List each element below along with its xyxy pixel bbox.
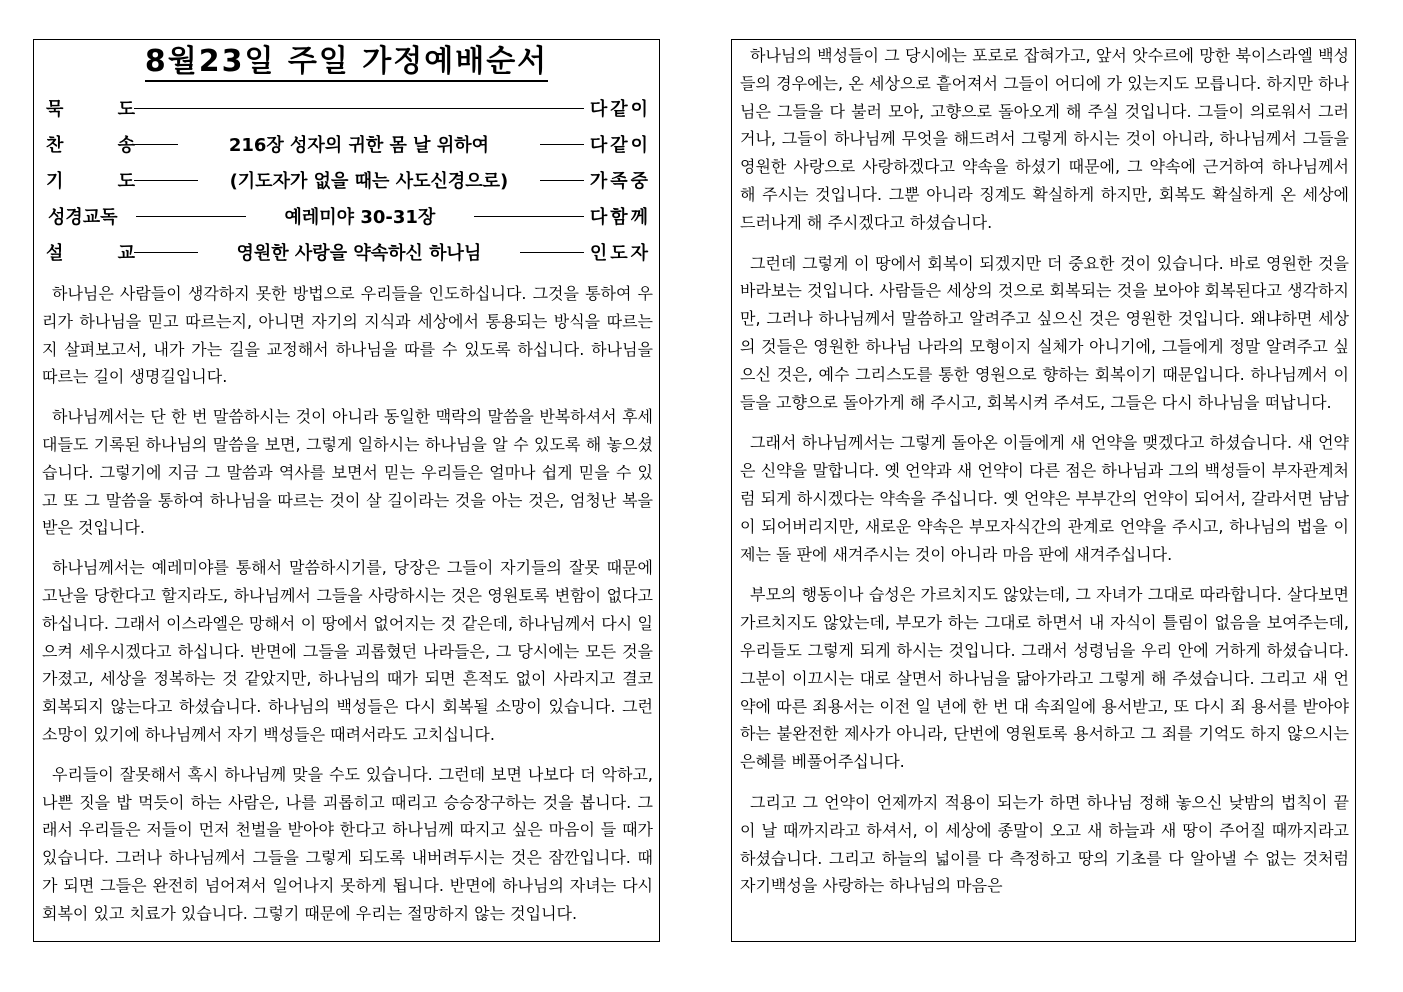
order-title: (기도자가 없을 때는 사도신경으로) — [229, 171, 509, 192]
paragraph: 부모의 행동이나 습성은 가르치지도 않았는데, 그 자녀가 그대로 따라합니다. 살다보면 가르치지도 않았는데, 부모가 하는 그대로 하면서 내 자식이 틀림이 없음을 보여주는데, 우리들도 그렇게 되게 하시는 것입니다. 그래서 성령님을 우리 안에 거하게 하셨습니다. 그분이 이끄시는 대로 살면서 하나님을 닮아가라고 그렇게 해 주셨습니다. 그리고 새 언약에 따른 죄용서는 이전 일 년에 한 번 대 속죄일에 용서받고, 또 다시 죄 용서를 받아야 하는 불완전한 제사가 아니라, 단번에 영원토록 용서하고 그 죄를 기억도 하지 않으시는 은혜를 베풀어주십니다. — [740, 585, 1349, 772]
leader-line — [474, 216, 584, 217]
paragraph: 하나님께서는 예레미야를 통해서 말씀하시기를, 당장은 그들이 자기들의 잘못 때문에 고난을 당한다고 할지라도, 하나님께서 그들을 사랑하시는 것은 영원토록 변함이 없다고 하십니다. 그래서 이스라엘은 망해서 이 땅에서 없어지는 것 같은데, 하나님께서 다시 일으켜 세우시겠다고 하십니다. 반면에 그들을 괴롭혔던 나라들은, 그 당시에는 모든 것을 가졌고, 세상을 정복하는 것 같았지만, 하나님의 때가 되면 흔적도 없이 사라지고 결코 회복되지 않는다고 하셨습니다. 하나님의 백성들은 다시 회복될 소망이 있습니다. 그런 소망이 있기에 하나님께서 자기 백성들은 때려서라도 고치십니다. — [42, 558, 653, 744]
order-row-silent-prayer — [42, 90, 651, 126]
order-label: 설 교 — [46, 243, 160, 264]
leader-line — [540, 144, 584, 145]
paragraph: 우리들이 잘못해서 혹시 하나님께 맞을 수도 있습니다. 그런데 보면 나보다 더 악하고, 나쁜 짓을 밥 먹듯이 하는 사람은, 나를 괴롭히고 때리고 승승장구하는 것을 봅니다. 그래서 우리들은 저들이 먼저 천벌을 받아야 한다고 하나님께 따지고 싶은 마음이 들 때가 있습니다. 그러나 하나님께서 그들을 그렇게 되도록 내버려두시는 것은 잠깐입니다. 때가 되면 그들은 완전히 넘어져서 일어나지 못하게 됩니다. 반면에 하나님의 자녀는 다시 회복이 있고 치료가 있습니다. 그렇기 때문에 우리는 절망하지 않는 것입니다. — [42, 764, 653, 923]
paragraph: 그래서 하나님께서는 그렇게 돌아온 이들에게 새 언약을 맺겠다고 하셨습니다. 새 언약은 신약을 말합니다. 옛 언약과 새 언약이 다른 점은 하나님과 그의 백성들이 부자관계처럼 되게 하시겠다는 약속을 주십니다. 옛 언약은 부부간의 언약이 되어서, 갈라서면 남남이 되어버리지만, 새로운 약속은 부모자식간의 관계로 언약을 주시고, 하나님의 법을 이제는 돌 판에 새겨주시는 것이 아니라 마음 판에 새겨주십니다. — [740, 433, 1349, 564]
paragraph: 그리고 그 언약이 언제까지 적용이 되는가 하면 하나님 정해 놓으신 낮밤의 법칙이 끝이 날 때까지라고 하셔서, 이 세상에 종말이 오고 새 하늘과 새 땅이 주어질 때까지라고 하셨습니다. 그리고 하늘의 넓이를 다 측정하고 땅의 기초를 다 알아낼 수 없는 것처럼 자기백성을 사랑하는 하나님의 마음은 — [740, 792, 1349, 896]
worship-order — [42, 90, 651, 270]
leader-line — [136, 216, 246, 217]
order-title: 영원한 사랑을 약속하신 하나님 — [236, 243, 482, 264]
order-row-hymn — [42, 126, 651, 162]
order-label: 묵 도 — [46, 99, 160, 120]
order-row-sermon — [42, 234, 651, 270]
order-title: 예레미야 30-31장 — [284, 207, 436, 228]
leader-line — [134, 144, 178, 145]
leader-line — [134, 180, 198, 181]
leader-line — [134, 108, 584, 109]
paragraph: 하나님께서는 단 한 번 말씀하시는 것이 아니라 동일한 맥락의 말씀을 반복하셔서 후세대들도 기록된 하나님의 말씀을 보면, 그렇게 일하시는 하나님을 알 수 있도록 해 놓으셨습니다. 그렇기에 지금 그 말씀과 역사를 보면서 믿는 우리들은 얼마나 쉽게 믿을 수 있고 또 그 말씀을 통하여 하나님을 따르는 것이 살 길이라는 것을 아는 것은, 엄청난 복을 받은 것입니다. — [42, 407, 653, 538]
order-label: 성경교독 — [48, 207, 118, 228]
left-page — [33, 39, 660, 942]
order-title: 216장 성자의 귀한 몸 날 위하여 — [228, 135, 489, 156]
order-participant: 다같이 — [589, 99, 651, 120]
order-row-scripture — [42, 198, 651, 234]
order-participant: 다같이 — [589, 135, 651, 156]
sermon-text-left — [42, 280, 653, 928]
paragraph: 하나님의 백성들이 그 당시에는 포로로 잡혀가고, 앞서 앗수르에 망한 북이스라엘 백성들의 경우에는, 온 세상으로 흩어져서 그들이 어디에 가 있는지도 모릅니다. 하지만 하나님은 그들을 다 불러 모아, 고향으로 돌아오게 해 주실 것입니다. 그들이 의로워서 그러거나, 그들이 하나님께 무엇을 해드려서 그렇게 하시는 것이 아니라, 하나님께서 그들을 영원한 사랑으로 사랑하겠다고 약속을 하셨기 때문에, 그 약속에 근거하여 하나님께서 해 주시는 것입니다. 그뿐 아니라 징계도 확실하게 하지만, 회복도 확실하게 온 세상에 드러나게 해 주시겠다고 하셨습니다. — [740, 46, 1349, 232]
leader-line — [540, 180, 584, 181]
leader-line — [520, 252, 584, 253]
paragraph: 하나님은 사람들이 생각하지 못한 방법으로 우리들을 인도하십니다. 그것을 통하여 우리가 하나님을 믿고 따르는지, 아니면 자기의 지식과 세상에서 통용되는 방식을 따르는지 살펴보고서, 내가 가는 길을 교정해서 하나님을 따를 수 있도록 하십니다. 하나님을 따르는 길이 생명길입니다. — [42, 284, 653, 387]
order-label: 기 도 — [46, 171, 160, 192]
paragraph: 그런데 그렇게 이 땅에서 회복이 되겠지만 더 중요한 것이 있습니다. 바로 영원한 것을 바라보는 것입니다. 사람들은 세상의 것으로 회복되는 것을 보아야 회복된다고 생각하지만, 그러나 하나님께서 말씀하고 알려주고 싶으신 것은 영원한 것입니다. 왜냐하면 세상의 것들은 영원한 하나님 나라의 모형이지 실체가 아니기에, 그들에게 정말 알려주고 싶으신 것은, 예수 그리스도를 통한 영원으로 향하는 회복이기 때문입니다. 하나님께서 이들을 고향으로 돌아가게 해 주시고, 회복시켜 주셔도, 그들은 다시 하나님을 떠납니다. — [740, 253, 1349, 412]
order-participant: 인도자 — [589, 243, 651, 264]
page-title: 8월23일 주일 가정예배순서 — [34, 42, 659, 82]
order-participant: 가족중 — [589, 171, 651, 192]
right-page — [731, 39, 1356, 942]
sermon-text-right — [740, 42, 1349, 900]
order-label: 찬 송 — [46, 135, 160, 156]
order-participant: 다함께 — [589, 207, 651, 228]
order-row-prayer — [42, 162, 651, 198]
leader-line — [134, 252, 198, 253]
